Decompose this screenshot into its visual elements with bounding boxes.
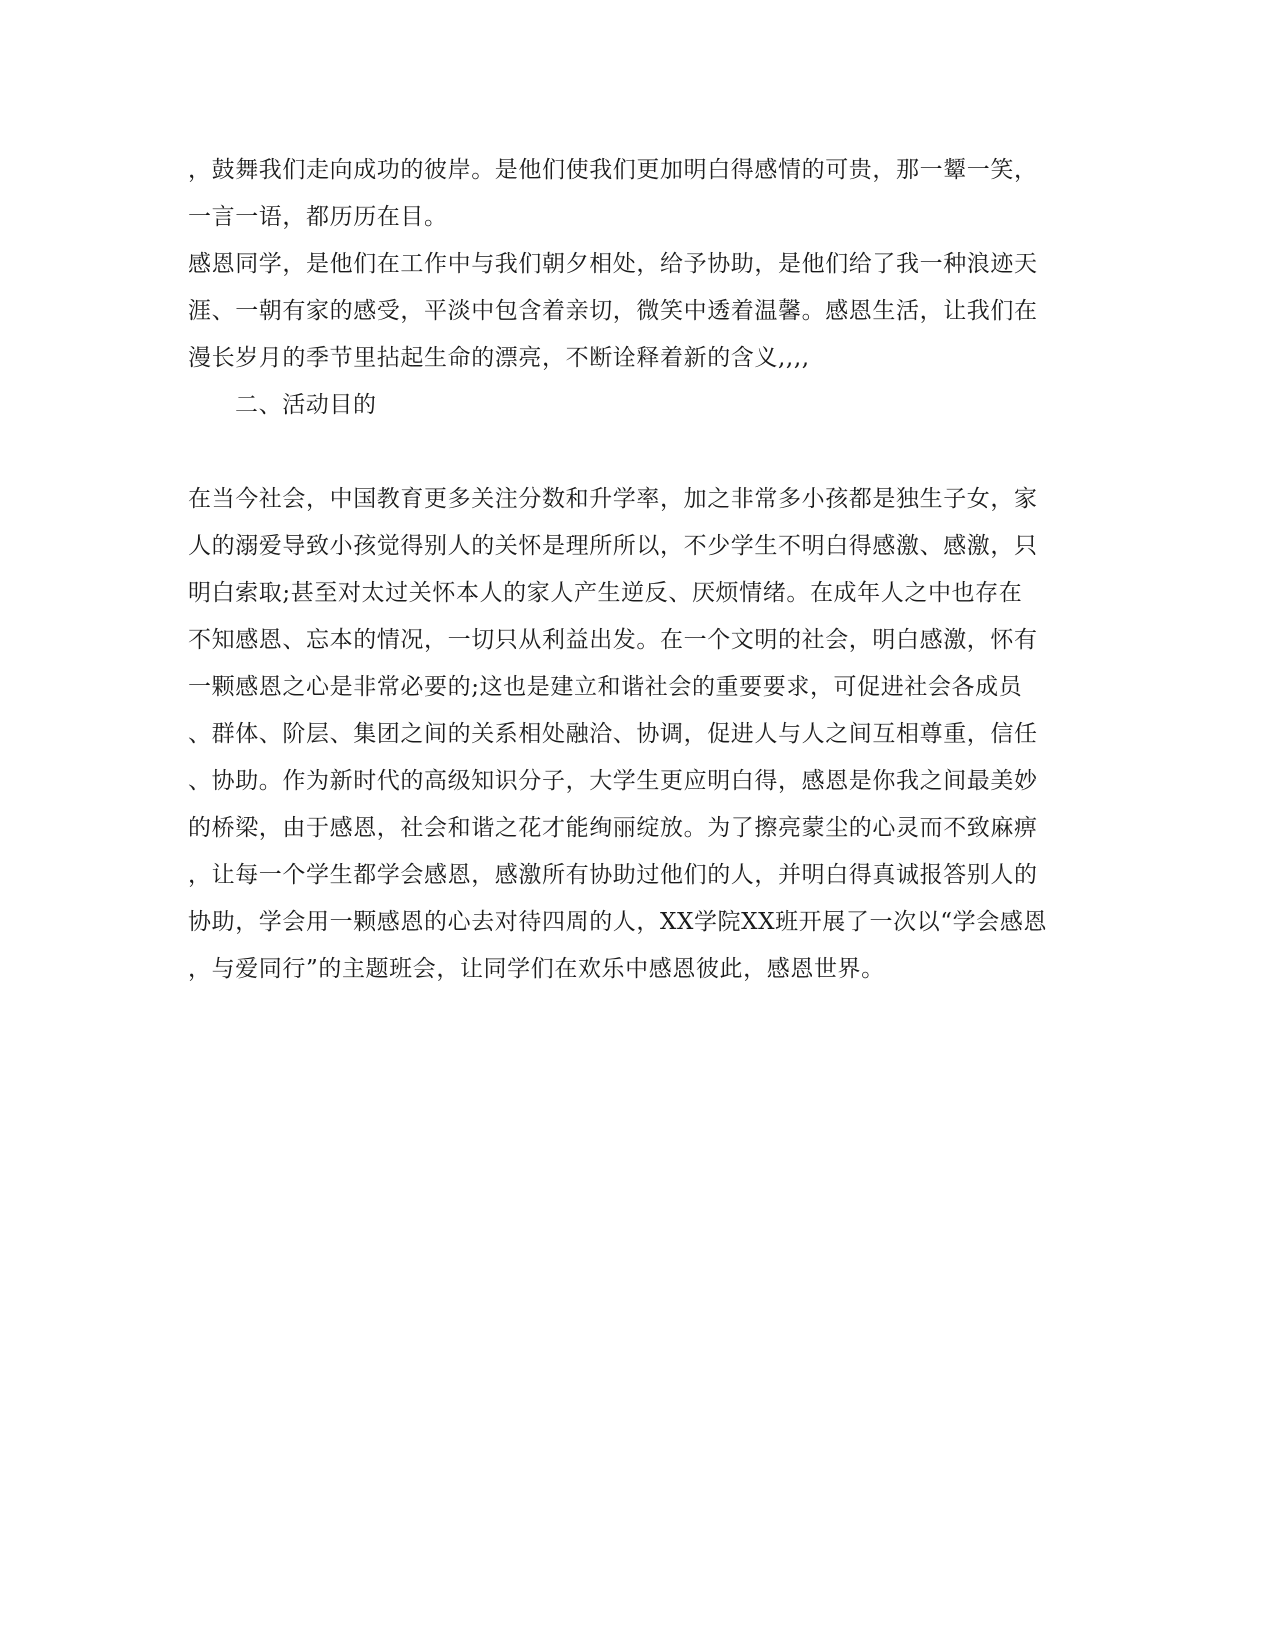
paragraph-line: 人的溺爱导致小孩觉得别人的关怀是理所所以，不少学生不明白得感激、感激，只: [188, 533, 1038, 559]
paragraph-line: 涯、一朝有家的感受，平淡中包含着亲切，微笑中透着温馨。感恩生活，让我们在: [188, 298, 1038, 324]
paragraph-line: ，鼓舞我们走向成功的彼岸。是他们使我们更加明白得感情的可贵，那一颦一笑，: [188, 157, 1038, 183]
paragraph-line: 不知感恩、忘本的情况，一切只从利益出发。在一个文明的社会，明白感激，怀有: [188, 627, 1038, 653]
paragraph-line: 漫长岁月的季节里拈起生命的漂亮，不断诠释着新的含义,,,,: [188, 345, 810, 371]
paragraph-line: ，与爱同行”的主题班会，让同学们在欢乐中感恩彼此，感恩世界。: [188, 956, 885, 982]
paragraph-line: ，让每一个学生都学会感恩，感激所有协助过他们的人，并明白得真诚报答别人的: [188, 862, 1038, 888]
section-heading: 二、活动目的: [235, 392, 377, 418]
paragraph-line: 一言一语，都历历在目。: [188, 204, 448, 230]
paragraph-line: 在当今社会，中国教育更多关注分数和升学率，加之非常多小孩都是独生子女，家: [188, 486, 1038, 512]
paragraph-line: 一颗感恩之心是非常必要的;这也是建立和谐社会的重要要求，可促进社会各成员: [188, 674, 1023, 700]
paragraph-line: 明白索取;甚至对太过关怀本人的家人产生逆反、厌烦情绪。在成年人之中也存在: [188, 580, 1023, 606]
paragraph-line: 、群体、阶层、集团之间的关系相处融洽、协调，促进人与人之间互相尊重，信任: [188, 721, 1038, 747]
paragraph-line: 、协助。作为新时代的高级知识分子，大学生更应明白得，感恩是你我之间最美妙: [188, 768, 1038, 794]
paragraph-line: 的桥梁，由于感恩，社会和谐之花才能绚丽绽放。为了擦亮蒙尘的心灵而不致麻痹: [188, 815, 1038, 841]
paragraph-line: 协助，学会用一颗感恩的心去对待四周的人，XX学院XX班开展了一次以“学会感恩: [188, 909, 1048, 935]
paragraph-line: 感恩同学，是他们在工作中与我们朝夕相处，给予协助，是他们给了我一种浪迹天: [188, 251, 1038, 277]
